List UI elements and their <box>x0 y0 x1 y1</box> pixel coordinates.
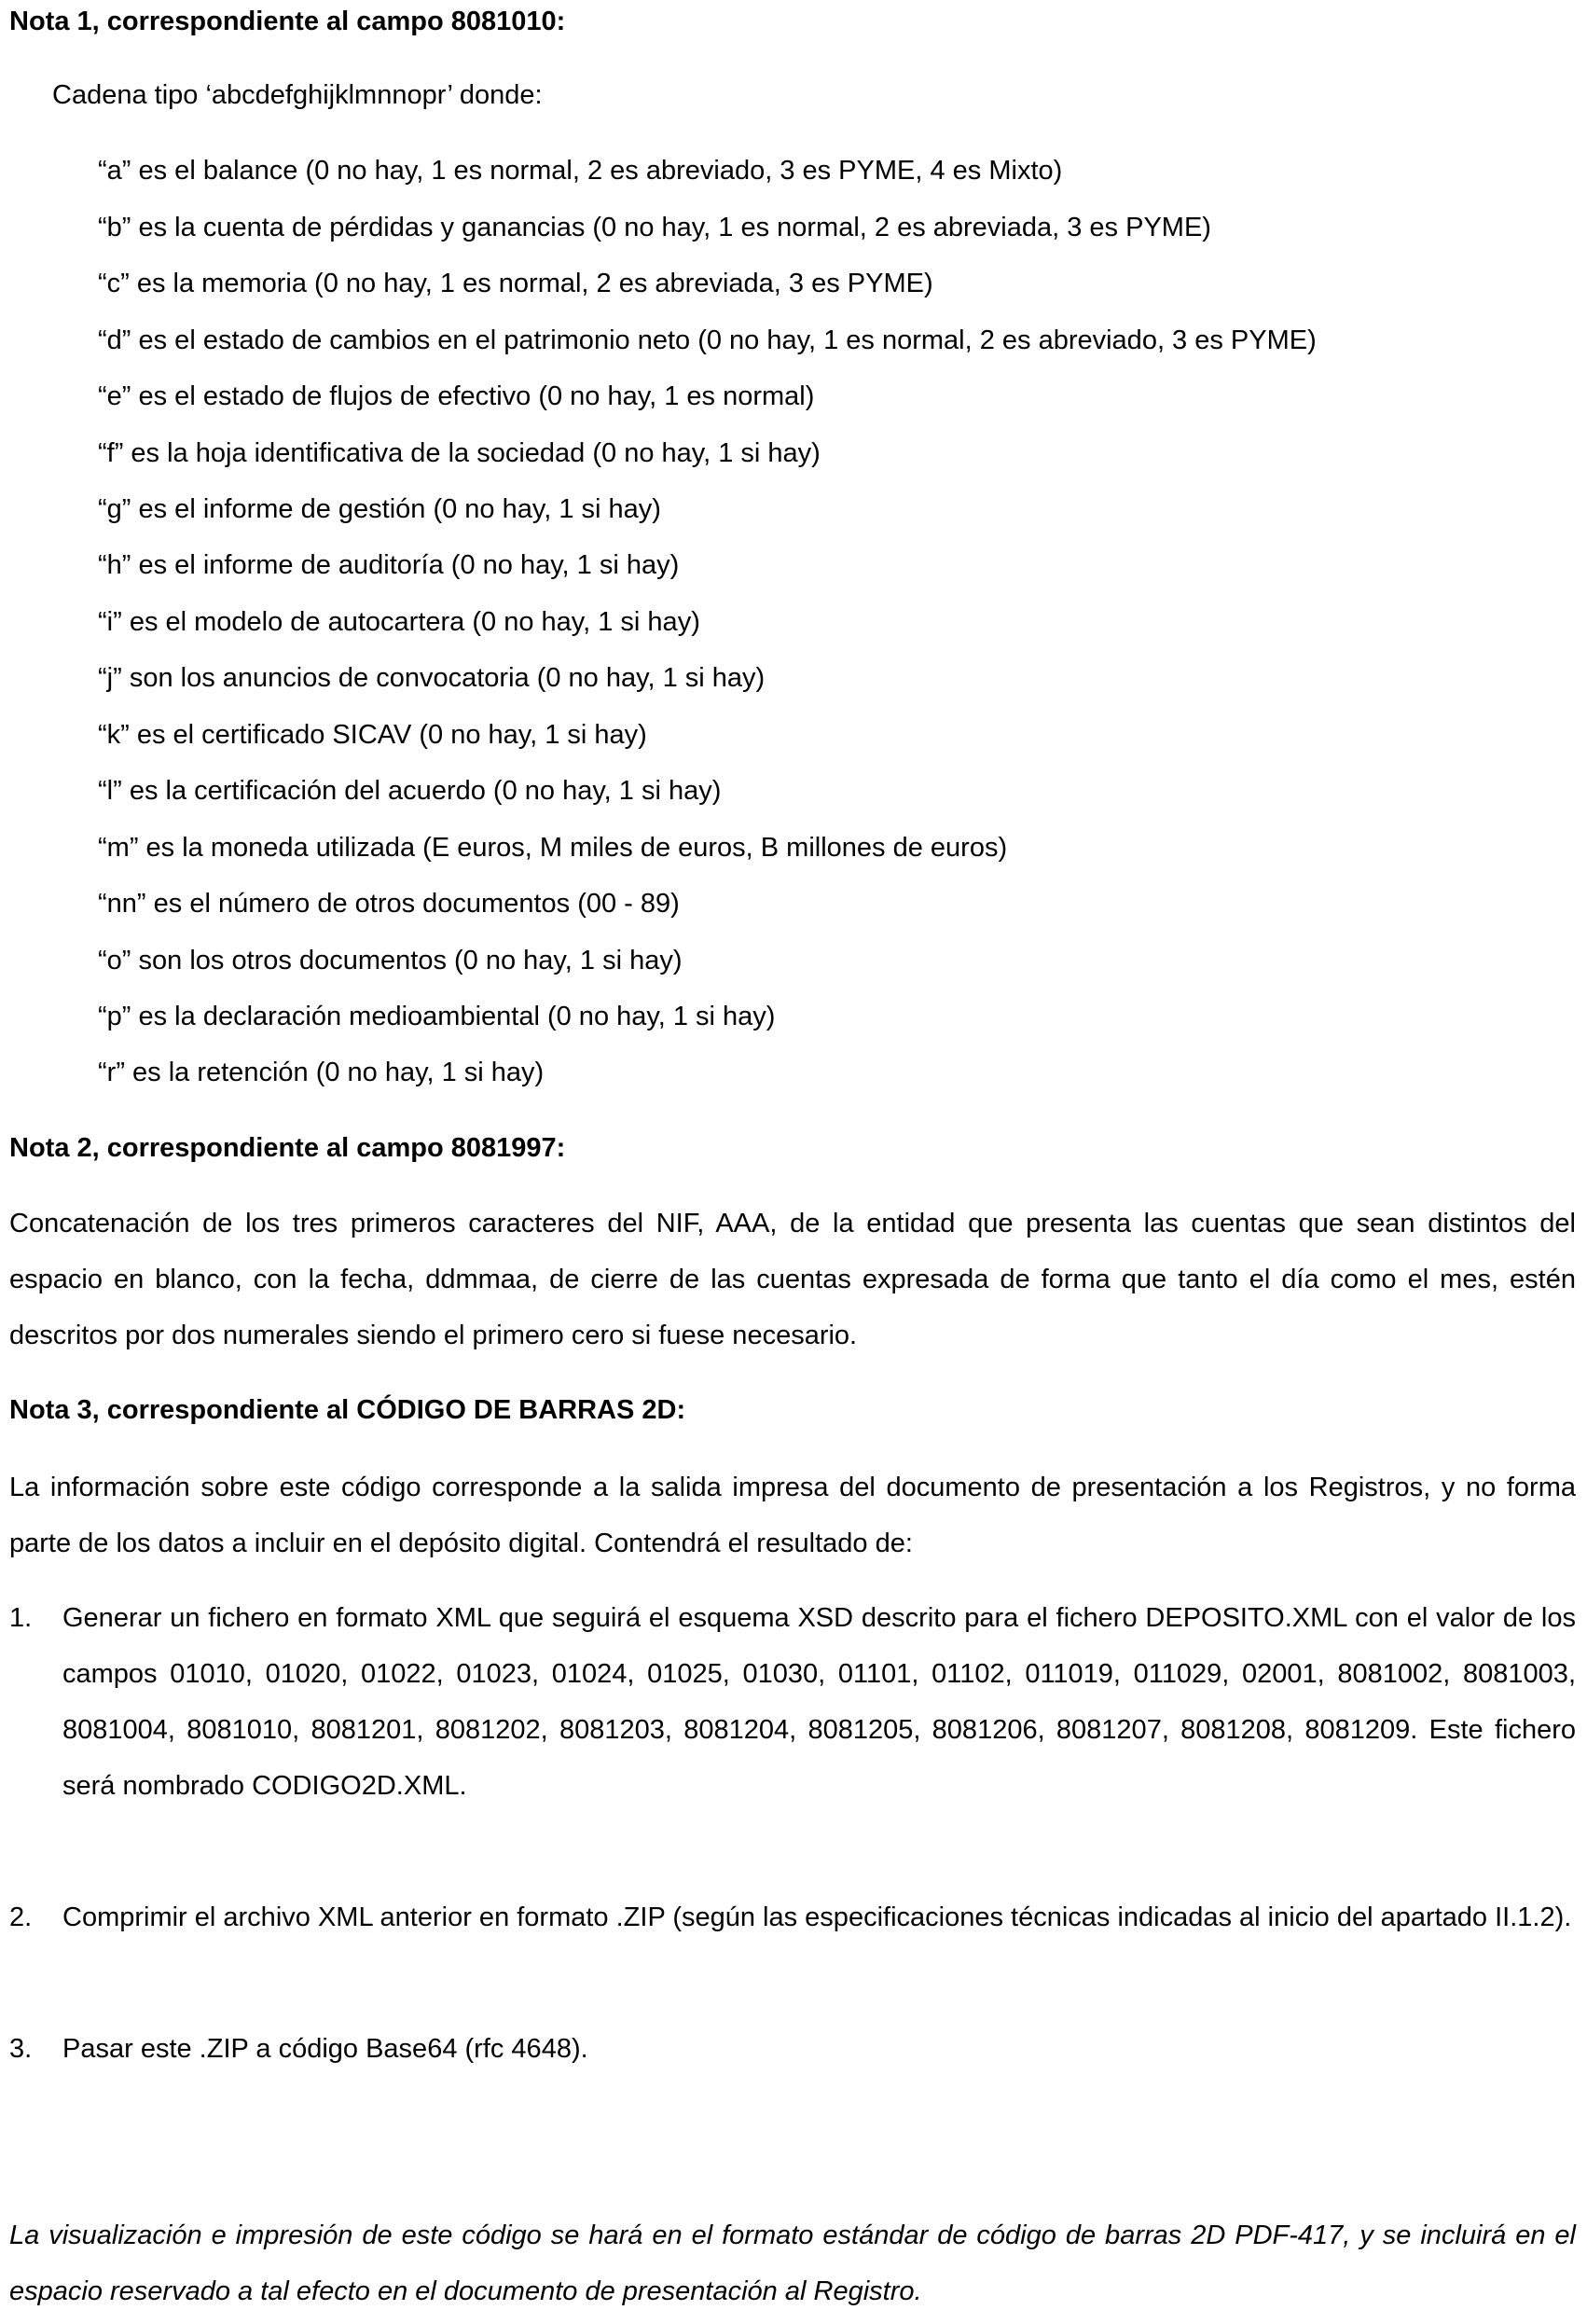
nota-2-heading: Nota 2, correspondiente al campo 8081997: <box>9 1133 566 1163</box>
list-item-number: 1. <box>9 1603 33 1633</box>
list-item-number: 3. <box>9 2034 33 2064</box>
nota-3-body: La información sobre este código corresponde a la salida impresa del documento de presentación a los Registros, y no forma parte de los datos a incluir en el depósito digital. Contendrá el resultado de: <box>9 1473 1576 1558</box>
legend-item-i: “i” es el modelo de autocartera (0 no hay, 1 si hay) <box>98 607 700 637</box>
legend-item-m: “m” es la moneda utilizada (E euros, M miles de euros, B millones de euros) <box>98 833 1008 863</box>
legend-item-j: “j” son los anuncios de convocatoria (0 no hay, 1 si hay) <box>98 663 766 693</box>
legend-item-h: “h” es el informe de auditoría (0 no hay, 1 si hay) <box>98 550 680 580</box>
legend-item-p: “p” es la declaración medioambiental (0 no hay, 1 si hay) <box>98 1002 776 1031</box>
list-item-text: Generar un fichero en formato XML que seguirá el esquema XSD descrito para el fichero DEPOSITO.XML con el valor de los campos 01010, 01020, 01022, 01023, 01024, 01025, 01030, 01101, 01102, 011019, 011029, 02001, 8081002, 8081003, 8081004, 8081010, 8081201, 8081202, 8081203, 8081204, 8081205, 8081206, 8081207, 8081208, 8081209. Este fichero será nombrado CODIGO2D.XML. <box>62 1603 1576 1801</box>
legend-item-d: “d” es el estado de cambios en el patrimonio neto (0 no hay, 1 es normal, 2 es abreviado, 3 es PYME) <box>98 325 1317 355</box>
list-item-text: Comprimir el archivo XML anterior en formato .ZIP (según las especificaciones técnicas indicadas al inicio del apartado II.1.2). <box>62 1902 1572 1932</box>
legend-item-a: “a” es el balance (0 no hay, 1 es normal, 2 es abreviado, 3 es PYME, 4 es Mixto) <box>98 156 1063 186</box>
legend-item-k: “k” es el certificado SICAV (0 no hay, 1 si hay) <box>98 720 647 750</box>
nota-2-body: Concatenación de los tres primeros caracteres del NIF, AAA, de la entidad que presenta las cuentas que sean distintos del espacio en blanco, con la fecha, ddmmaa, de cierre de las cuentas expresada de forma que tanto el día como el mes, estén descritos por dos numerales siendo el primero cero si fuese necesario. <box>9 1209 1576 1350</box>
legend-item-c: “c” es la memoria (0 no hay, 1 es normal, 2 es abreviada, 3 es PYME) <box>98 269 933 298</box>
nota-3-heading: Nota 3, correspondiente al CÓDIGO DE BARRAS 2D: <box>9 1395 686 1425</box>
legend-item-b: “b” es la cuenta de pérdidas y ganancias (0 no hay, 1 es normal, 2 es abreviada, 3 es PYME) <box>98 213 1211 242</box>
legend-item-f: “f” es la hoja identificativa de la sociedad (0 no hay, 1 si hay) <box>98 438 821 468</box>
legend-item-r: “r” es la retención (0 no hay, 1 si hay) <box>98 1058 545 1087</box>
list-item-number: 2. <box>9 1902 33 1932</box>
document-page <box>9 0 1576 2324</box>
legend-item-o: “o” son los otros documentos (0 no hay, 1 si hay) <box>98 946 683 975</box>
legend-item-e: “e” es el estado de flujos de efectivo (0 no hay, 1 es normal) <box>98 381 815 411</box>
list-item-text: Pasar este .ZIP a código Base64 (rfc 4648). <box>62 2034 588 2064</box>
nota-1-heading: Nota 1, correspondiente al campo 8081010: <box>9 7 566 36</box>
legend-item-nn: “nn” es el número de otros documentos (00 - 89) <box>98 889 680 919</box>
nota-3-footnote: La visualización e impresión de este código se hará en el formato estándar de código de barras 2D PDF-417, y se incluirá en el espacio reservado a tal efecto en el documento de presentación al Registro. <box>9 2220 1576 2306</box>
legend-item-l: “l” es la certificación del acuerdo (0 no hay, 1 si hay) <box>98 776 722 806</box>
nota-1-intro: Cadena tipo ‘abcdefghijklmnnopr’ donde: <box>52 80 543 110</box>
legend-item-g: “g” es el informe de gestión (0 no hay, 1 si hay) <box>98 494 661 524</box>
